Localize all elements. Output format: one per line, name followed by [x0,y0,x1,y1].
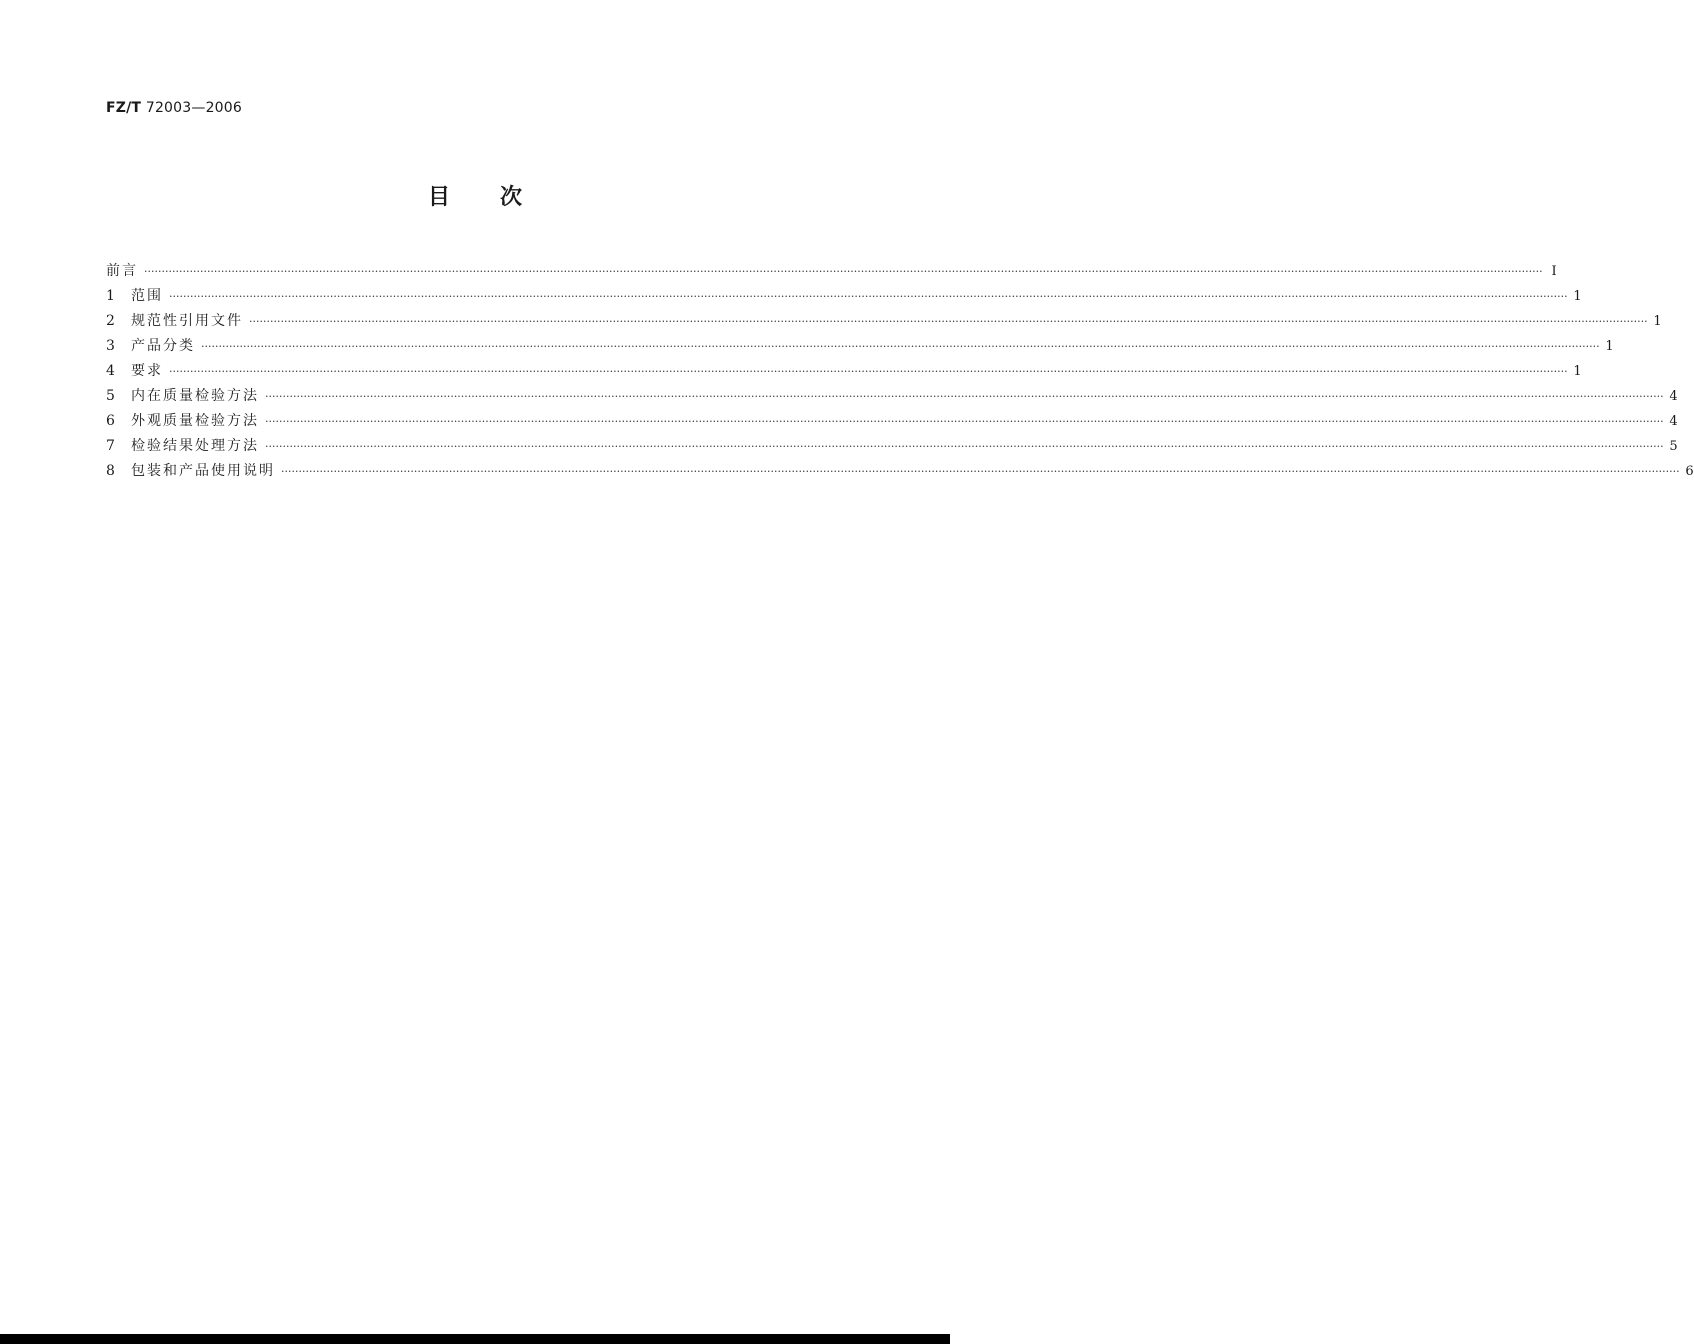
toc-entry-number: 6 [106,413,115,429]
toc-leader-dots: ················································································································································································································································································································································································································ [169,290,1568,303]
toc-heading-char-1: 目 [427,185,450,210]
standard-number: 72003—2006 [145,100,243,116]
toc-leader-dots: ················································································································································································································································································································································································································ [265,440,1664,453]
toc-entry-number: 8 [106,463,115,479]
toc-entry-page: 4 [1669,389,1678,404]
toc-entry-5[interactable] [106,384,1678,409]
toc-entry-6[interactable] [106,409,1678,434]
toc-entry-label: 产品分类 [131,338,195,354]
page-bottom-edge [0,1334,950,1344]
toc-entry-4[interactable] [106,359,1582,384]
toc-entry-foreword[interactable] [106,259,1557,284]
toc-entry-2[interactable] [106,309,1662,334]
toc-entry-page: 1 [1605,339,1614,354]
toc-entry-label: 外观质量检验方法 [131,413,259,429]
standard-code [106,100,242,116]
toc-entry-page: Ⅰ [1551,264,1557,279]
toc-entry-number: 7 [106,438,115,454]
toc-leader-dots: ················································································································································································································································································································································································································ [169,365,1568,378]
toc-entry-label: 包装和产品使用说明 [131,463,275,479]
toc-entry-number: 5 [106,388,115,404]
toc-entry-label: 范围 [131,288,163,304]
toc-leader-dots: ················································································································································································································································································································································································································ [265,390,1664,403]
toc-leader-dots: ················································································································································································································································································································································································································ [201,340,1600,353]
toc-entry-page: 1 [1653,314,1662,329]
toc-entry-7[interactable] [106,434,1678,459]
toc-entry-label: 检验结果处理方法 [131,438,259,454]
toc-entry-page: 6 [1685,464,1694,479]
toc-entry-label: 要求 [131,363,163,379]
toc-leader-dots: ················································································································································································································································································································································································································ [265,415,1664,428]
toc-leader-dots: ················································································································································································································································································································································································································ [281,465,1680,478]
standard-prefix: FZ/T [106,100,142,116]
toc-leader-dots: ················································································································································································································································································································································································································ [144,265,1543,278]
toc-entry-page: 5 [1669,439,1678,454]
toc-entry-number: 2 [106,313,115,329]
toc-entry-page: 4 [1669,414,1678,429]
toc-entry-label: 内在质量检验方法 [131,388,259,404]
toc-entry-page: 1 [1573,364,1582,379]
toc-entry-1[interactable] [106,284,1582,309]
toc-heading-char-2: 次 [500,185,523,210]
toc-entry-label: 前言 [106,263,138,279]
toc-entry-8[interactable] [106,459,1694,484]
toc-entry-page: 1 [1573,289,1582,304]
toc-heading [0,180,950,211]
toc-entry-number: 3 [106,338,115,354]
toc-entry-label: 规范性引用文件 [131,313,243,329]
toc-entry-number: 1 [106,288,115,304]
toc-entry-number: 4 [106,363,115,379]
toc-leader-dots: ················································································································································································································································································································································································································ [249,315,1648,328]
toc-entry-3[interactable] [106,334,1614,359]
table-of-contents [106,259,1694,484]
